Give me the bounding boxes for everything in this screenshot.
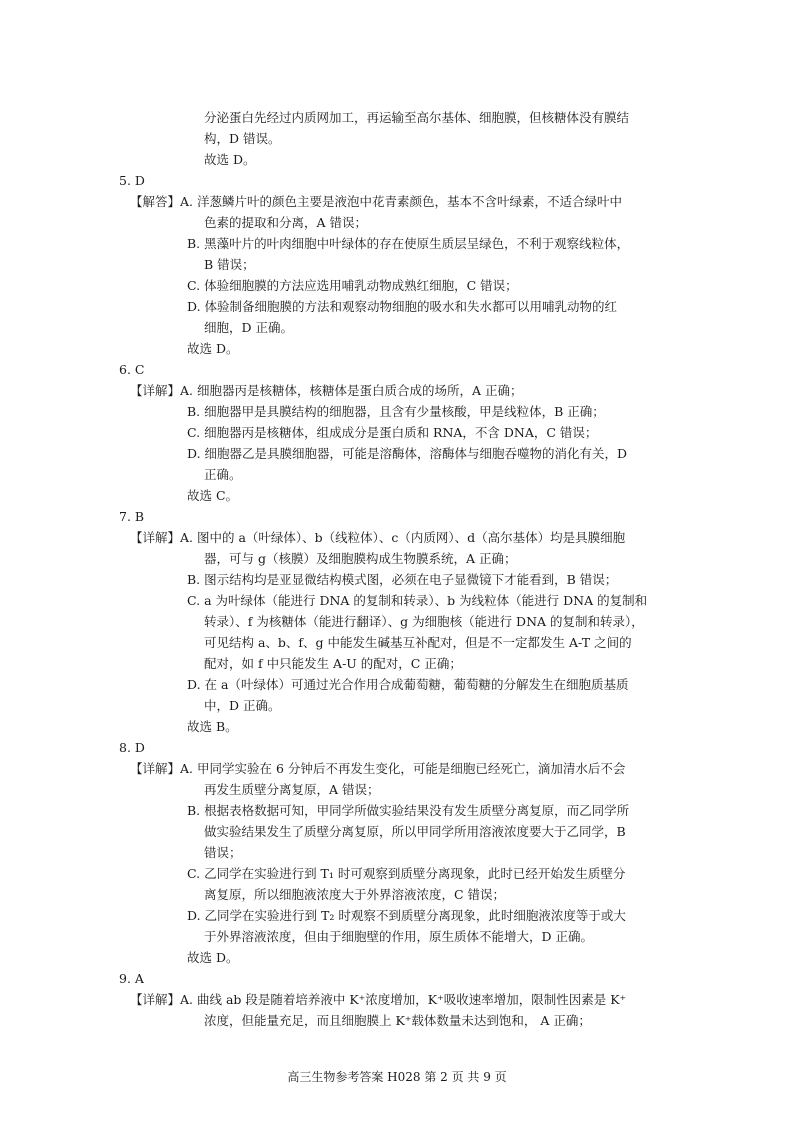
text-line: 【详解】A. 图中的 a（叶绿体）、b（线粒体）、c（内质网）、d（高尔基体）均是具膜细胞 <box>130 530 626 545</box>
text-line: D. 在 a（叶绿体）可通过光合作用合成葡萄糖，葡萄糖的分解发生在细胞质基质 <box>187 677 629 692</box>
text-line: 做实验结果发生了质壁分离复原，所以甲同学所用溶液浓度要大于乙同学，B <box>204 824 626 839</box>
text-line: 转录）、f 为核糖体（能进行翻译）、g 为细胞核（能进行 DNA 的复制和转录）， <box>204 614 644 629</box>
text-line: 色素的提取和分离，A 错误； <box>204 215 368 230</box>
text-line: 【解答】A. 洋葱鳞片叶的颜色主要是液泡中花青素颜色，基本不含叶绿素，不适合绿叶中 <box>130 194 622 209</box>
text-line: 故选 D。 <box>187 950 239 965</box>
text-line: C. 细胞器丙是核糖体，组成成分是蛋白质和 RNA，不含 DNA，C 错误； <box>187 425 598 440</box>
text-line: 错误； <box>204 845 242 860</box>
text-line: 中，D 正确。 <box>204 698 281 713</box>
page-footer: 高三生物参考答案 H028 第 2 页 共 9 页 <box>287 1070 507 1084</box>
text-line: C. 乙同学在实验进行到 T₁ 时可观察到质壁分离现象，此时已经开始发生质壁分 <box>187 866 626 881</box>
text-line: 9. A <box>119 971 144 986</box>
text-line: 故选 D。 <box>204 152 256 167</box>
text-line: 故选 B。 <box>187 719 238 734</box>
text-line: D. 乙同学在实验进行到 T₂ 时观察不到质壁分离现象，此时细胞液浓度等于或大 <box>187 908 626 923</box>
text-line: 5. D <box>119 173 145 188</box>
text-line: B. 图示结构均是亚显微结构模式图，必须在电子显微镜下才能看到，B 错误； <box>187 572 618 587</box>
text-line: 【详解】A. 细胞器丙是核糖体，核糖体是蛋白质合成的场所，A 正确； <box>130 383 523 398</box>
text-line: 【详解】A. 曲线 ab 段是随着培养液中 K⁺浓度增加，K⁺吸收速率增加，限制性因素是 K⁺ <box>130 992 627 1007</box>
text-line: 分泌蛋白先经过内质网加工，再运输至高尔基体、细胞膜，但核糖体没有膜结 <box>204 110 630 125</box>
text-line: 配对，如 f 中只能发生 A-U 的配对，C 正确； <box>204 656 462 671</box>
text-line: 6. C <box>119 362 145 377</box>
text-line: 离复原，所以细胞液浓度大于外界溶液浓度，C 错误； <box>204 887 506 902</box>
text-line: 7. B <box>119 509 145 524</box>
text-line: B. 细胞器甲是具膜结构的细胞器，且含有少量核酸，甲是线粒体，B 正确； <box>187 404 605 419</box>
text-line: B. 根据表格数据可知，甲同学所做实验结果没有发生质壁分离复原，而乙同学所 <box>187 803 630 818</box>
text-line: 细胞，D 正确。 <box>204 320 293 335</box>
text-line: 于外界溶液浓度，但由于细胞壁的作用，原生质体不能增大，D 正确。 <box>204 929 593 944</box>
text-line: 再发生质壁分离复原，A 错误； <box>204 782 380 797</box>
text-line: 故选 C。 <box>187 488 239 503</box>
text-line: 可见结构 a、b、f、g 中能发生碱基互补配对，但是不一定都发生 A-T 之间的 <box>204 635 632 650</box>
text-line: D. 细胞器乙是具膜细胞器，可能是溶酶体，溶酶体与细胞吞噬物的消化有关，D <box>187 446 628 461</box>
text-line: 构，D 错误。 <box>204 131 281 146</box>
text-line: B. 黑藻叶片的叶肉细胞中叶绿体的存在使原生质层呈绿色，不利于观察线粒体， <box>187 236 630 251</box>
text-line: B 错误； <box>204 257 255 272</box>
text-line: 正确。 <box>204 467 242 482</box>
text-line: 8. D <box>119 740 145 755</box>
text-line: 浓度，但能量充足，而且细胞膜上 K⁺载体数量未达到饱和， A 正确； <box>204 1013 591 1028</box>
text-line: 器，可与 g（核膜）及细胞膜构成生物膜系统，A 正确； <box>204 551 517 566</box>
text-line: D. 体验制备细胞膜的方法和观察动物细胞的吸水和失水都可以用哺乳动物的红 <box>187 299 618 314</box>
text-line: 故选 D。 <box>187 341 239 356</box>
text-line: 【详解】A. 甲同学实验在 6 分钟后不再发生变化，可能是细胞已经死亡，滴加清水后不会 <box>130 761 626 776</box>
text-line: C. a 为叶绿体（能进行 DNA 的复制和转录）、b 为线粒体（能进行 DNA 的复制和 <box>187 593 648 608</box>
text-line: C. 体验细胞膜的方法应选用哺乳动物成熟红细胞，C 错误； <box>187 278 518 293</box>
